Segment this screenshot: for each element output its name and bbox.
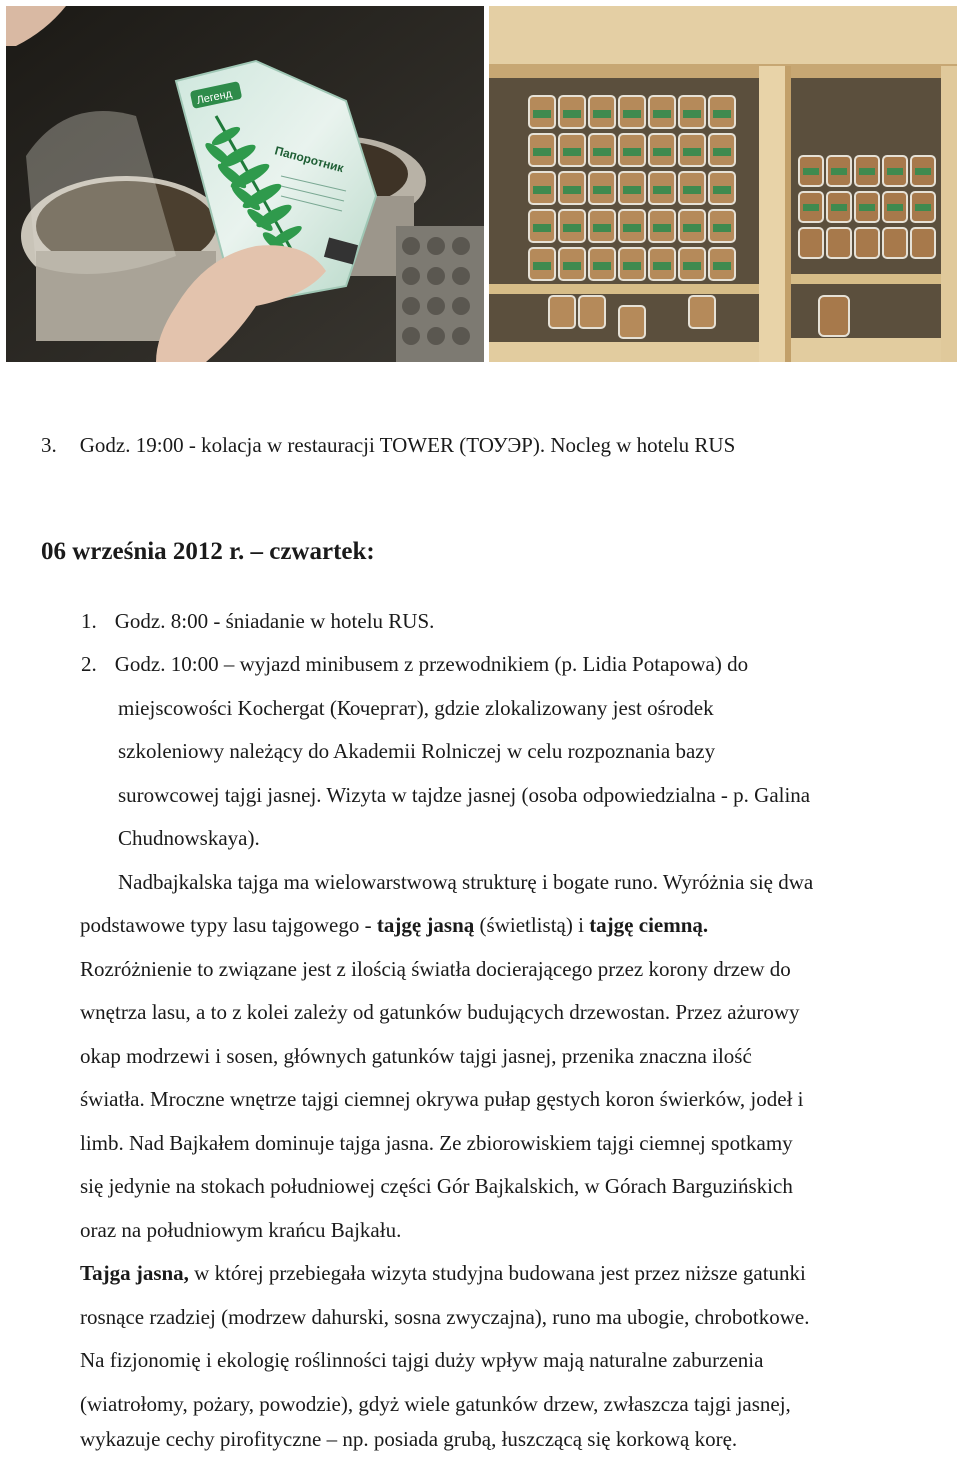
list-item-2-line-3: szkoleniowy należący do Akademii Rolniczej w celu rozpoznania bazy — [118, 739, 716, 763]
paragraph-1-line-9: oraz na południowym krańcu Bajkału. — [80, 1218, 402, 1242]
bold-term-light-taiga: tajgę jasną — [376, 913, 475, 937]
list-item-2-number: 2. — [81, 652, 97, 676]
list-item-1 — [81, 600, 434, 644]
list-item-2-line-1 — [81, 643, 748, 687]
paragraph-1-line-4: wnętrza lasu, a to z kolei zależy od gatunków budujących drzewostan. Przez ażurowy — [80, 1000, 800, 1024]
item-3-number: 3. — [41, 433, 57, 457]
paragraph-1-line-1: Nadbajkalska tajga ma wielowarstwową strukturę i bogate runo. Wyróżnia się dwa — [118, 870, 814, 894]
list-item-2-text-1: Godz. 10:00 – wyjazd minibusem z przewodnikiem (p. Lidia Potapowa) do — [114, 652, 749, 676]
package-brand-label: Легенд — [195, 87, 234, 107]
item-3 — [41, 424, 735, 468]
date-heading: 06 września 2012 r. – czwartek: — [41, 538, 375, 565]
list-item-1-number: 1. — [81, 609, 97, 633]
paragraph-2-line-5: wykazuje cechy pirofityczne – np. posiada grubą, łuszczącą się korkową korę. — [80, 1427, 738, 1451]
paragraph-1-line-2 — [80, 904, 708, 948]
paragraph-2-line-2: rosnące rzadziej (modrzew dahurski, sosna zwyczajna), runo ma ubogie, chrobotkowe. — [80, 1305, 810, 1329]
jar-shelves-photo — [489, 6, 957, 362]
paragraph-2-line-4: (wiatrołomy, pożary, powodzie), gdyż wiele gatunków drzew, zwłaszcza tajgi jasnej, — [80, 1392, 791, 1416]
list-item-2-line-4: surowcowej tajgi jasnej. Wizyta w tajdze jasnej (osoba odpowiedzialna - p. Galina — [118, 783, 811, 807]
fern-package-photo — [6, 6, 484, 362]
list-item-2-line-2: miejscowości Kochergat (Кочергат), gdzie zlokalizowany jest ośrodek — [118, 696, 714, 720]
item-3-text: Godz. 19:00 - kolacja w restauracji TOWER (ТОУЭР). Nocleg w hotelu RUS — [79, 433, 736, 457]
paragraph-1-line-5: okap modrzewi i sosen, głównych gatunków tajgi jasnej, przenika znaczna ilość — [80, 1044, 752, 1068]
paragraph-2-line-1 — [80, 1252, 806, 1296]
paragraph-1-line-6: światła. Mroczne wnętrze tajgi ciemnej okrywa pułap gęstych koron świerków, jodeł i — [80, 1087, 804, 1111]
paragraph-1-period: . — [702, 913, 709, 937]
list-item-1-text: Godz. 8:00 - śniadanie w hotelu RUS. — [114, 609, 435, 633]
paragraph-1-line-8: się jedynie na stokach południowej części Gór Bajkalskich, w Górach Barguzińskich — [80, 1174, 793, 1198]
paragraph-2-text: w której przebiegała wizyta studyjna budowana jest przez niższe gatunki — [188, 1261, 806, 1285]
paragraph-1-text: (świetlistą) i — [474, 913, 590, 937]
bold-term-dark-taiga: tajgę ciemną — [589, 913, 703, 937]
paragraph-1-text: podstawowe typy lasu tajgowego - — [80, 913, 377, 937]
paragraph-1-line-3: Rozróżnienie to związane jest z ilością światła docierającego przez korony drzew do — [80, 957, 791, 981]
package-title-label: Папоротник — [273, 143, 346, 176]
paragraph-1-line-7: limb. Nad Bajkałem dominuje tajga jasna. Ze zbiorowiskiem tajgi ciemnej spotkamy — [80, 1131, 793, 1155]
bold-term-tajga-jasna: Tajga jasna, — [80, 1261, 189, 1285]
list-item-2-line-5: Chudnowskaya). — [118, 826, 260, 850]
paragraph-2-line-3: Na fizjonomię i ekologię roślinności tajgi duży wpływ mają naturalne zaburzenia — [80, 1348, 764, 1372]
